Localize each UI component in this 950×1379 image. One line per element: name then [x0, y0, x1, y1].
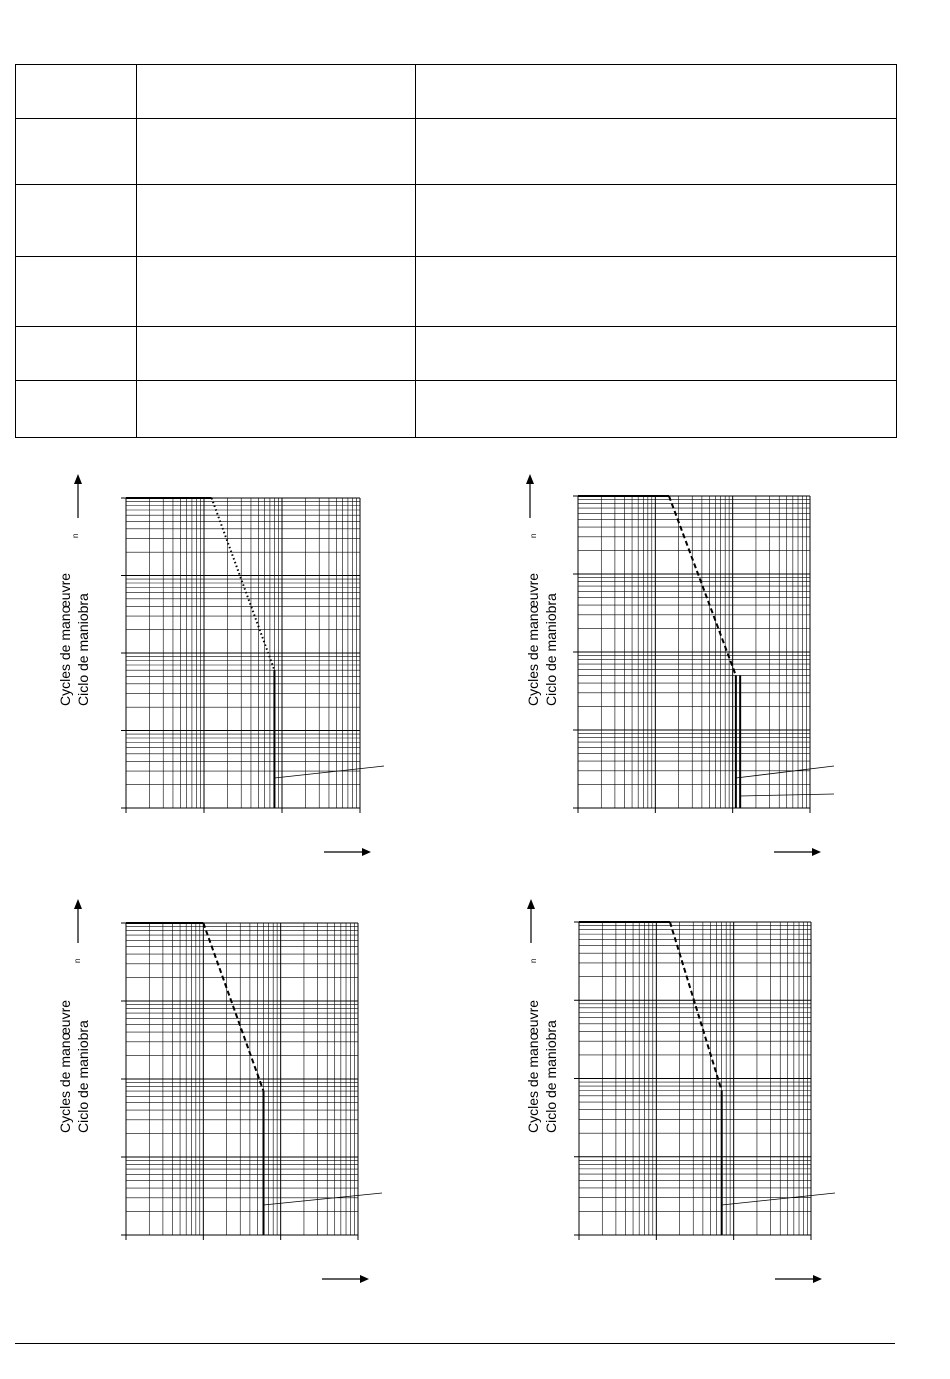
- chart-panel-3: [50, 895, 450, 1295]
- chart-panel-4: [520, 895, 920, 1295]
- chart-3: [50, 895, 450, 1295]
- y-axis-label: [56, 1000, 92, 1133]
- table-cell: [137, 185, 416, 256]
- table-cell: [16, 326, 137, 380]
- table-cell: [416, 380, 897, 437]
- table-row: [16, 65, 897, 119]
- table-cell: [16, 380, 137, 437]
- x-axis-arrow-head: [813, 1275, 822, 1283]
- y-axis-subscript: n: [529, 533, 538, 538]
- chart-panel-2: [520, 470, 920, 870]
- table-cell: [137, 256, 416, 326]
- y-axis-arrow-head: [74, 899, 82, 909]
- table-cell: [416, 256, 897, 326]
- x-axis-arrow-head: [360, 1275, 369, 1283]
- table-row: [16, 380, 897, 437]
- chart-panel-1: [50, 470, 450, 870]
- table-cell: [416, 185, 897, 256]
- table-row: [16, 119, 897, 185]
- y-axis-subscript: n: [71, 533, 80, 538]
- table-cell: [416, 326, 897, 380]
- leader-line: [722, 1193, 835, 1205]
- y-axis-label: [524, 1000, 560, 1133]
- spec-table: [15, 64, 897, 438]
- y-axis-label-fr: Cycles de manœuvre: [525, 572, 541, 706]
- y-axis-label-es: Ciclo de maniobra: [543, 1020, 559, 1133]
- leader-line: [736, 766, 834, 778]
- table-cell: [16, 256, 137, 326]
- curve-slope: [669, 496, 736, 675]
- y-axis-label-es: Ciclo de maniobra: [75, 1020, 91, 1133]
- y-axis-label-es: Ciclo de maniobra: [543, 593, 559, 706]
- table-cell: [137, 119, 416, 185]
- y-axis-label-es: Ciclo de maniobra: [75, 593, 91, 706]
- table-cell: [137, 65, 416, 119]
- table-cell: [16, 185, 137, 256]
- y-axis-label-fr: Cycles de manœuvre: [57, 572, 73, 706]
- y-axis-subscript: n: [73, 958, 82, 963]
- curve-slope: [203, 923, 263, 1091]
- chart-2: [520, 470, 920, 870]
- table-cell: [416, 65, 897, 119]
- chart-1: [50, 470, 450, 870]
- x-axis-arrow-head: [362, 848, 371, 856]
- y-axis-arrow-head: [74, 474, 82, 484]
- chart-4: [520, 895, 920, 1295]
- curve-slope: [670, 922, 722, 1091]
- y-axis-arrow-head: [527, 899, 535, 909]
- y-axis-label: [524, 573, 560, 706]
- table-cell: [137, 326, 416, 380]
- table-cell: [16, 65, 137, 119]
- leader-line: [264, 1193, 382, 1205]
- y-axis-label: [56, 573, 92, 706]
- y-axis-label-fr: Cycles de manœuvre: [57, 999, 73, 1133]
- table-row: [16, 185, 897, 256]
- leader-line: [740, 794, 834, 796]
- curve-slope: [212, 498, 275, 670]
- table-row: [16, 256, 897, 326]
- y-axis-label-fr: Cycles de manœuvre: [525, 999, 541, 1133]
- table-row: [16, 326, 897, 380]
- y-axis-subscript: n: [529, 958, 538, 963]
- footer-divider: [15, 1343, 895, 1344]
- y-axis-arrow-head: [526, 474, 534, 484]
- x-axis-arrow-head: [812, 848, 821, 856]
- table-cell: [16, 119, 137, 185]
- table-cell: [137, 380, 416, 437]
- table-cell: [416, 119, 897, 185]
